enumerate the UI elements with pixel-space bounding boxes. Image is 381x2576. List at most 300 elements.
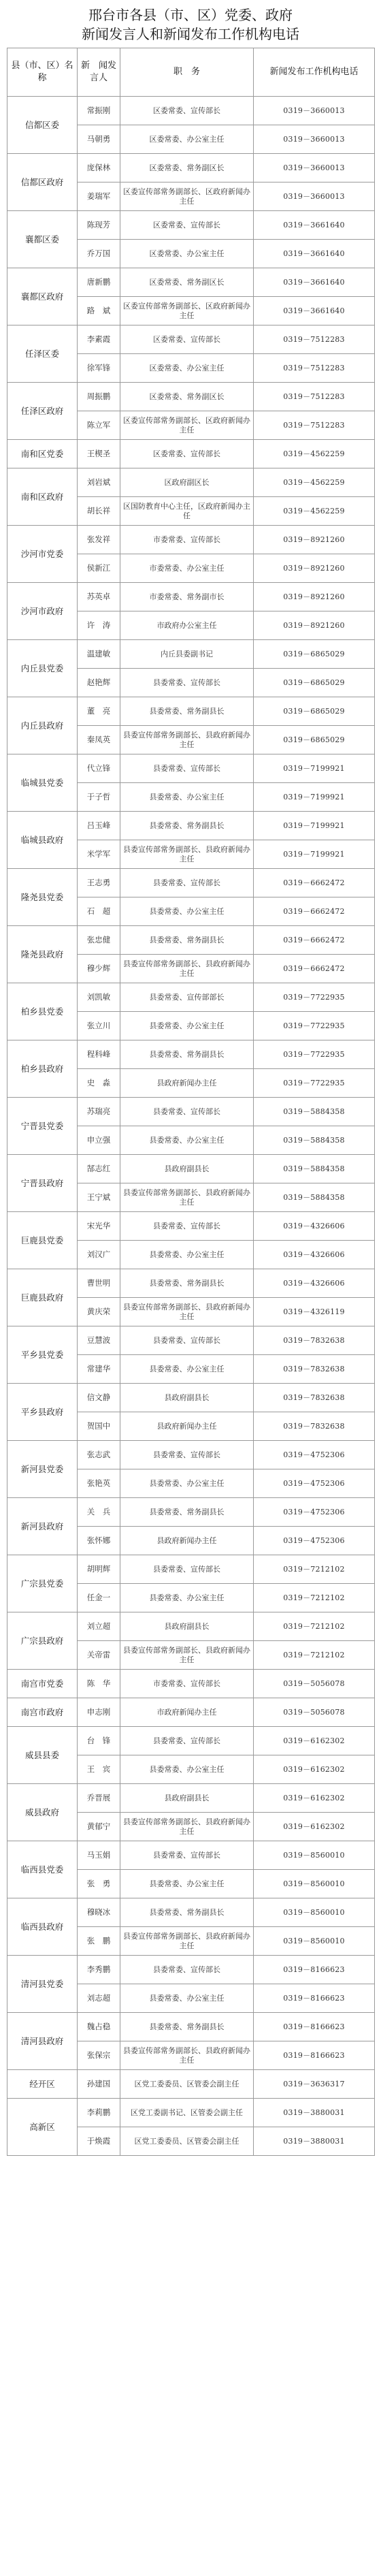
phone-cell: 0319－6662472 (254, 897, 375, 926)
phone-cell: 0319－8921260 (254, 583, 375, 611)
spokesperson-cell: 于焕霞 (78, 2127, 120, 2156)
unit-cell: 南和区党委 (7, 440, 78, 468)
table-row (7, 869, 375, 897)
phone-cell: 0319－6865029 (254, 726, 375, 754)
position-cell: 区党工委委员、区管委会副主任 (120, 2070, 254, 2099)
position-cell: 内丘县委副书记 (120, 640, 254, 669)
table-row (7, 440, 375, 468)
position-cell: 区委常委、办公室主任 (120, 240, 254, 268)
spokesperson-cell: 孙建国 (78, 2070, 120, 2099)
spokesperson-cell: 张 鹏 (78, 1927, 120, 1956)
spokesperson-cell: 郜志红 (78, 1155, 120, 1183)
phone-cell: 0319－4752306 (254, 1498, 375, 1527)
phone-cell: 0319－7212102 (254, 1612, 375, 1641)
phone-cell: 0319－8560010 (254, 1898, 375, 1927)
spokesperson-cell: 申志刚 (78, 1698, 120, 1727)
spokesperson-cell: 于子哲 (78, 783, 120, 812)
phone-cell: 0319－3880031 (254, 2127, 375, 2156)
unit-cell: 平乡县党委 (7, 1326, 78, 1384)
spokesperson-cell: 张怀娜 (78, 1527, 120, 1555)
phone-cell: 0319－4562259 (254, 468, 375, 497)
position-cell: 县委常委、办公室主任 (120, 897, 254, 926)
spokesperson-cell: 张志武 (78, 1441, 120, 1469)
unit-cell: 高新区 (7, 2099, 78, 2156)
unit-cell: 清河县政府 (7, 2013, 78, 2070)
position-cell: 区委宣传部常务副部长、区政府新闻办主任 (120, 182, 254, 211)
spokesperson-cell: 刘凯敏 (78, 983, 120, 1012)
table-row (7, 1670, 375, 1698)
phone-cell: 0319－8921260 (254, 554, 375, 583)
phone-cell: 0319－6162302 (254, 1813, 375, 1841)
spokesperson-cell: 程科峰 (78, 1040, 120, 1069)
table-row (7, 1269, 375, 1298)
phone-cell: 0319－3661640 (254, 240, 375, 268)
phone-cell: 0319－3661640 (254, 297, 375, 325)
phone-cell: 0319－4562259 (254, 497, 375, 526)
spokesperson-cell: 魏占稳 (78, 2013, 120, 2041)
spokesperson-cell: 胡明辉 (78, 1555, 120, 1584)
unit-cell: 清河县党委 (7, 1956, 78, 2013)
phone-cell: 0319－7212102 (254, 1555, 375, 1584)
phone-cell: 0319－7212102 (254, 1641, 375, 1670)
table-header-row (7, 48, 375, 97)
phone-cell: 0319－6662472 (254, 869, 375, 897)
title-line-2: 新闻发言人和新闻发布工作机构电话 (82, 26, 299, 42)
phone-cell: 0319－7722935 (254, 983, 375, 1012)
spokesperson-cell: 常建华 (78, 1355, 120, 1384)
position-cell: 区委常委、办公室主任 (120, 354, 254, 383)
unit-cell: 任泽区政府 (7, 383, 78, 440)
table-row (7, 1784, 375, 1813)
phone-cell: 0319－7832638 (254, 1355, 375, 1384)
spokesperson-cell: 曹世明 (78, 1269, 120, 1298)
table-row (7, 1898, 375, 1927)
unit-cell: 信都区委 (7, 97, 78, 154)
position-cell: 区委宣传部常务副部长、区政府新闻办主任 (120, 297, 254, 325)
position-cell: 县委常委、办公室主任 (120, 1870, 254, 1898)
phone-cell: 0319－5884358 (254, 1126, 375, 1155)
unit-cell: 隆尧县党委 (7, 869, 78, 926)
phone-cell: 0319－6662472 (254, 926, 375, 955)
unit-cell: 信都区政府 (7, 154, 78, 211)
table-row (7, 1384, 375, 1412)
phone-cell: 0319－8166623 (254, 1984, 375, 2013)
phone-cell: 0319－4326606 (254, 1269, 375, 1298)
phone-cell: 0319－5884358 (254, 1098, 375, 1126)
unit-cell: 威县政府 (7, 1784, 78, 1841)
header-unit: 县（市、区）名称 (7, 48, 78, 97)
table-row (7, 268, 375, 297)
position-cell: 县委常委、宣传部长 (120, 869, 254, 897)
phone-cell: 0319－5056078 (254, 1698, 375, 1727)
position-cell: 区党工委委员、区管委会副主任 (120, 2127, 254, 2156)
unit-cell: 南宫市党委 (7, 1670, 78, 1698)
phone-cell: 0319－3880031 (254, 2099, 375, 2127)
table-row (7, 812, 375, 840)
phone-cell: 0319－4326606 (254, 1212, 375, 1241)
phone-cell: 0319－7512283 (254, 411, 375, 440)
position-cell: 县委常委、常务副县长 (120, 812, 254, 840)
unit-cell: 柏乡县党委 (7, 983, 78, 1040)
phone-cell: 0319－3660013 (254, 125, 375, 154)
spokesperson-cell: 张发祥 (78, 526, 120, 554)
phone-cell: 0319－6162302 (254, 1727, 375, 1755)
spokesperson-cell: 申立强 (78, 1126, 120, 1155)
phone-cell: 0319－4752306 (254, 1527, 375, 1555)
position-cell: 区委常委、常务副区长 (120, 383, 254, 411)
spokesperson-cell: 贺国中 (78, 1412, 120, 1441)
position-cell: 县政府副县长 (120, 1384, 254, 1412)
table-row (7, 1326, 375, 1355)
position-cell: 区委常委、常务副区长 (120, 154, 254, 182)
spokesperson-cell: 苏英卓 (78, 583, 120, 611)
phone-cell: 0319－7199921 (254, 812, 375, 840)
position-cell: 县政府副县长 (120, 1612, 254, 1641)
spokesperson-cell: 穆晓冰 (78, 1898, 120, 1927)
position-cell: 县委常委、宣传部长 (120, 1956, 254, 1984)
phone-cell: 0319－7199921 (254, 840, 375, 869)
position-cell: 县委常委、常务副县长 (120, 1498, 254, 1527)
unit-cell: 宁晋县政府 (7, 1155, 78, 1212)
position-cell: 区国防教育中心主任，区政府新闻办主任 (120, 497, 254, 526)
phone-cell: 0319－5884358 (254, 1155, 375, 1183)
position-cell: 县委常委、办公室主任 (120, 1126, 254, 1155)
spokesperson-cell: 张艳英 (78, 1469, 120, 1498)
position-cell: 市政府办公室主任 (120, 611, 254, 640)
spokesperson-cell: 李素霞 (78, 325, 120, 354)
table-row (7, 325, 375, 354)
position-cell: 县委常委、常务副县长 (120, 1269, 254, 1298)
spokesperson-cell: 王 宾 (78, 1755, 120, 1784)
position-cell: 区委常委、办公室主任 (120, 125, 254, 154)
spokesperson-cell: 王志勇 (78, 869, 120, 897)
spokesperson-cell: 张立川 (78, 1012, 120, 1040)
table-row (7, 383, 375, 411)
unit-cell: 平乡县政府 (7, 1384, 78, 1441)
title-line-1: 邢台市各县（市、区）党委、政府 (88, 7, 293, 23)
unit-cell: 临城县党委 (7, 754, 78, 812)
header-phone: 新闻发布工作机构电话 (254, 48, 375, 97)
phone-cell: 0319－4562259 (254, 440, 375, 468)
phone-cell: 0319－4752306 (254, 1441, 375, 1469)
phone-cell: 0319－8560010 (254, 1870, 375, 1898)
phone-cell: 0319－4326606 (254, 1241, 375, 1269)
phone-cell: 0319－6162302 (254, 1784, 375, 1813)
position-cell: 县委常委、常务副县长 (120, 697, 254, 726)
spokesperson-cell: 温建敏 (78, 640, 120, 669)
table-row (7, 154, 375, 182)
document-title (0, 5, 381, 44)
position-cell: 县政府新闻办主任 (120, 1527, 254, 1555)
table-row (7, 1212, 375, 1241)
unit-cell: 柏乡县政府 (7, 1040, 78, 1098)
table-row (7, 1441, 375, 1469)
spokesperson-cell: 李秀鹏 (78, 1956, 120, 1984)
position-cell: 县委常委、办公室主任 (120, 1755, 254, 1784)
position-cell: 县委常委、宣传部部长 (120, 983, 254, 1012)
position-cell: 县委常委、办公室主任 (120, 1984, 254, 2013)
phone-cell: 0319－4326119 (254, 1298, 375, 1326)
table-row (7, 697, 375, 726)
spokesperson-cell: 刘岩斌 (78, 468, 120, 497)
position-cell: 县委常委、宣传部长 (120, 1098, 254, 1126)
phone-cell: 0319－3660013 (254, 154, 375, 182)
table-row (7, 583, 375, 611)
position-cell: 县政府副县长 (120, 1155, 254, 1183)
position-cell: 县委常委、办公室主任 (120, 1469, 254, 1498)
phone-cell: 0319－7512283 (254, 383, 375, 411)
spokesperson-cell: 刘立超 (78, 1612, 120, 1641)
phone-cell: 0319－7722935 (254, 1012, 375, 1040)
unit-cell: 内丘县政府 (7, 697, 78, 754)
table-row (7, 468, 375, 497)
table-row (7, 2099, 375, 2127)
spokesperson-cell: 侯新江 (78, 554, 120, 583)
position-cell: 县委常委、宣传部长 (120, 1727, 254, 1755)
table-row (7, 926, 375, 955)
phone-cell: 0319－8560010 (254, 1841, 375, 1870)
phone-cell: 0319－8560010 (254, 1927, 375, 1956)
table-row (7, 211, 375, 240)
position-cell: 县委宣传部常务副部长、县政府新闻办主任 (120, 1183, 254, 1212)
spokesperson-cell: 穆少辉 (78, 955, 120, 983)
table-row (7, 1612, 375, 1641)
table-row (7, 1956, 375, 1984)
unit-cell: 沙河市党委 (7, 526, 78, 583)
spokesperson-cell: 乔万国 (78, 240, 120, 268)
phone-cell: 0319－7199921 (254, 754, 375, 783)
spokesperson-cell: 张忠健 (78, 926, 120, 955)
position-cell: 市委常委、常务副市长 (120, 583, 254, 611)
phone-cell: 0319－3661640 (254, 211, 375, 240)
position-cell: 县委宣传部常务副部长、县政府新闻办主任 (120, 2041, 254, 2070)
phone-cell: 0319－6162302 (254, 1755, 375, 1784)
phone-cell: 0319－6865029 (254, 697, 375, 726)
phone-cell: 0319－6865029 (254, 640, 375, 669)
position-cell: 县委常委、宣传部长 (120, 1555, 254, 1584)
phone-cell: 0319－8921260 (254, 611, 375, 640)
spokesperson-cell: 唐新鹏 (78, 268, 120, 297)
spokesperson-cell: 豆慧波 (78, 1326, 120, 1355)
spokesperson-cell: 马朝勇 (78, 125, 120, 154)
table-row (7, 1498, 375, 1527)
table-row (7, 1098, 375, 1126)
position-cell: 市委常委、宣传部长 (120, 526, 254, 554)
phone-cell: 0319－3660013 (254, 97, 375, 125)
table-row (7, 1841, 375, 1870)
spokesperson-cell: 秦凤英 (78, 726, 120, 754)
unit-cell: 广宗县政府 (7, 1612, 78, 1670)
spokesperson-cell: 张保宗 (78, 2041, 120, 2070)
position-cell: 县委常委、宣传部长 (120, 669, 254, 697)
table-row (7, 640, 375, 669)
phone-cell: 0319－3660013 (254, 182, 375, 211)
position-cell: 县委常委、办公室主任 (120, 1355, 254, 1384)
unit-cell: 临西县政府 (7, 1898, 78, 1956)
position-cell: 县委常委、宣传部长 (120, 754, 254, 783)
phone-cell: 0319－7832638 (254, 1412, 375, 1441)
phone-cell: 0319－8166623 (254, 2041, 375, 2070)
position-cell: 区委常委、宣传部长 (120, 440, 254, 468)
position-cell: 区委常委、宣传部长 (120, 97, 254, 125)
position-cell: 县委常委、宣传部长 (120, 1441, 254, 1469)
position-cell: 县委常委、常务副县长 (120, 926, 254, 955)
phone-cell: 0319－6662472 (254, 955, 375, 983)
phone-cell: 0319－7199921 (254, 783, 375, 812)
unit-cell: 内丘县党委 (7, 640, 78, 697)
phone-cell: 0319－7832638 (254, 1384, 375, 1412)
table-row (7, 2070, 375, 2099)
position-cell: 县委常委、办公室主任 (120, 783, 254, 812)
position-cell: 县委常委、办公室主任 (120, 1012, 254, 1040)
phone-cell: 0319－5884358 (254, 1183, 375, 1212)
spokesperson-cell: 王楔圣 (78, 440, 120, 468)
phone-cell: 0319－3661640 (254, 268, 375, 297)
position-cell: 县委常委、办公室主任 (120, 1241, 254, 1269)
unit-cell: 临城县政府 (7, 812, 78, 869)
spokesperson-cell: 米学军 (78, 840, 120, 869)
phone-cell: 0319－7512283 (254, 354, 375, 383)
contact-table (7, 48, 375, 2156)
unit-cell: 隆尧县政府 (7, 926, 78, 983)
spokesperson-cell: 王宁斌 (78, 1183, 120, 1212)
position-cell: 县委宣传部常务副部长、县政府新闻办主任 (120, 840, 254, 869)
unit-cell: 襄都区政府 (7, 268, 78, 325)
unit-cell: 沙河市政府 (7, 583, 78, 640)
position-cell: 县委常委、常务副县长 (120, 1040, 254, 1069)
phone-cell: 0319－7722935 (254, 1069, 375, 1098)
position-cell: 市委常委、办公室主任 (120, 554, 254, 583)
phone-cell: 0319－4752306 (254, 1469, 375, 1498)
spokesperson-cell: 常振刚 (78, 97, 120, 125)
spokesperson-cell: 陈现芳 (78, 211, 120, 240)
position-cell: 县委宣传部常务副部长、县政府新闻办主任 (120, 1641, 254, 1670)
phone-cell: 0319－8166623 (254, 2013, 375, 2041)
header-position: 职 务 (120, 48, 254, 97)
spokesperson-cell: 宋光华 (78, 1212, 120, 1241)
table-body (7, 97, 375, 2156)
position-cell: 区党工委副书记、区管委会副主任 (120, 2099, 254, 2127)
position-cell: 县委宣传部常务副部长、县政府新闻办主任 (120, 726, 254, 754)
position-cell: 县委宣传部常务副部长、县政府新闻办主任 (120, 955, 254, 983)
position-cell: 县委常委、宣传部长 (120, 1212, 254, 1241)
unit-cell: 临西县党委 (7, 1841, 78, 1898)
spokesperson-cell: 史 淼 (78, 1069, 120, 1098)
position-cell: 县委常委、办公室主任 (120, 1584, 254, 1612)
spokesperson-cell: 张 勇 (78, 1870, 120, 1898)
unit-cell: 任泽区委 (7, 325, 78, 383)
position-cell: 区委宣传部常务副部长、区政府新闻办主任 (120, 411, 254, 440)
position-cell: 县委宣传部常务副部长、县政府新闻办主任 (120, 1927, 254, 1956)
spokesperson-cell: 代立锋 (78, 754, 120, 783)
unit-cell: 南宫市政府 (7, 1698, 78, 1727)
spokesperson-cell: 信文静 (78, 1384, 120, 1412)
spokesperson-cell: 石 超 (78, 897, 120, 926)
position-cell: 县政府新闻办主任 (120, 1069, 254, 1098)
unit-cell: 南和区政府 (7, 468, 78, 526)
spokesperson-cell: 陈 华 (78, 1670, 120, 1698)
position-cell: 市政府新闻办主任 (120, 1698, 254, 1727)
spokesperson-cell: 庞保林 (78, 154, 120, 182)
position-cell: 县政府副县长 (120, 1784, 254, 1813)
spokesperson-cell: 刘志超 (78, 1984, 120, 2013)
spokesperson-cell: 关 兵 (78, 1498, 120, 1527)
spokesperson-cell: 许 涛 (78, 611, 120, 640)
table-row (7, 1727, 375, 1755)
phone-cell: 0319－3636317 (254, 2070, 375, 2099)
position-cell: 区政府副区长 (120, 468, 254, 497)
spokesperson-cell: 乔晋展 (78, 1784, 120, 1813)
position-cell: 县委常委、宣传部长 (120, 1326, 254, 1355)
spokesperson-cell: 姜瑞军 (78, 182, 120, 211)
unit-cell: 宁晋县党委 (7, 1098, 78, 1155)
spokesperson-cell: 刘汉广 (78, 1241, 120, 1269)
spokesperson-cell: 路 斌 (78, 297, 120, 325)
position-cell: 区委常委、宣传部长 (120, 211, 254, 240)
position-cell: 县委常委、常务副县长 (120, 2013, 254, 2041)
phone-cell: 0319－7512283 (254, 325, 375, 354)
unit-cell: 经开区 (7, 2070, 78, 2099)
table-row (7, 2013, 375, 2041)
position-cell: 区委常委、常务副区长 (120, 268, 254, 297)
spokesperson-cell: 李莉鹏 (78, 2099, 120, 2127)
position-cell: 区委常委、宣传部长 (120, 325, 254, 354)
unit-cell: 新河县政府 (7, 1498, 78, 1555)
header-spokesperson: 新 闻发言人 (78, 48, 120, 97)
phone-cell: 0319－7722935 (254, 1040, 375, 1069)
spokesperson-cell: 苏瑞亮 (78, 1098, 120, 1126)
table-row (7, 754, 375, 783)
spokesperson-cell: 胡长祥 (78, 497, 120, 526)
phone-cell: 0319－8166623 (254, 1956, 375, 1984)
position-cell: 县委宣传部常务副部长、县政府新闻办主任 (120, 1298, 254, 1326)
spokesperson-cell: 陈立军 (78, 411, 120, 440)
spokesperson-cell: 赵艳辉 (78, 669, 120, 697)
table-row (7, 1040, 375, 1069)
table-row (7, 97, 375, 125)
table-row (7, 1698, 375, 1727)
spokesperson-cell: 任金一 (78, 1584, 120, 1612)
spokesperson-cell: 董 亮 (78, 697, 120, 726)
position-cell: 市委常委、宣传部长 (120, 1670, 254, 1698)
spokesperson-cell: 关帝雷 (78, 1641, 120, 1670)
position-cell: 县委宣传部常务副部长、县政府新闻办主任 (120, 1813, 254, 1841)
spokesperson-cell: 台 锋 (78, 1727, 120, 1755)
unit-cell: 新河县党委 (7, 1441, 78, 1498)
table-row (7, 526, 375, 554)
unit-cell: 巨鹿县党委 (7, 1212, 78, 1269)
phone-cell: 0319－7212102 (254, 1584, 375, 1612)
phone-cell: 0319－6865029 (254, 669, 375, 697)
unit-cell: 巨鹿县政府 (7, 1269, 78, 1326)
unit-cell: 威县县委 (7, 1727, 78, 1784)
table-row (7, 1555, 375, 1584)
spokesperson-cell: 马玉娟 (78, 1841, 120, 1870)
phone-cell: 0319－8921260 (254, 526, 375, 554)
spokesperson-cell: 吕玉峰 (78, 812, 120, 840)
position-cell: 县政府新闻办主任 (120, 1412, 254, 1441)
spokesperson-cell: 黄庆荣 (78, 1298, 120, 1326)
spokesperson-cell: 周振鹏 (78, 383, 120, 411)
position-cell: 县委常委、宣传部长 (120, 1841, 254, 1870)
unit-cell: 广宗县党委 (7, 1555, 78, 1612)
spokesperson-cell: 黄郁宁 (78, 1813, 120, 1841)
phone-cell: 0319－7832638 (254, 1326, 375, 1355)
unit-cell: 襄都区委 (7, 211, 78, 268)
phone-cell: 0319－5056078 (254, 1670, 375, 1698)
position-cell: 县委常委、常务副县长 (120, 1898, 254, 1927)
spokesperson-cell: 徐军锋 (78, 354, 120, 383)
